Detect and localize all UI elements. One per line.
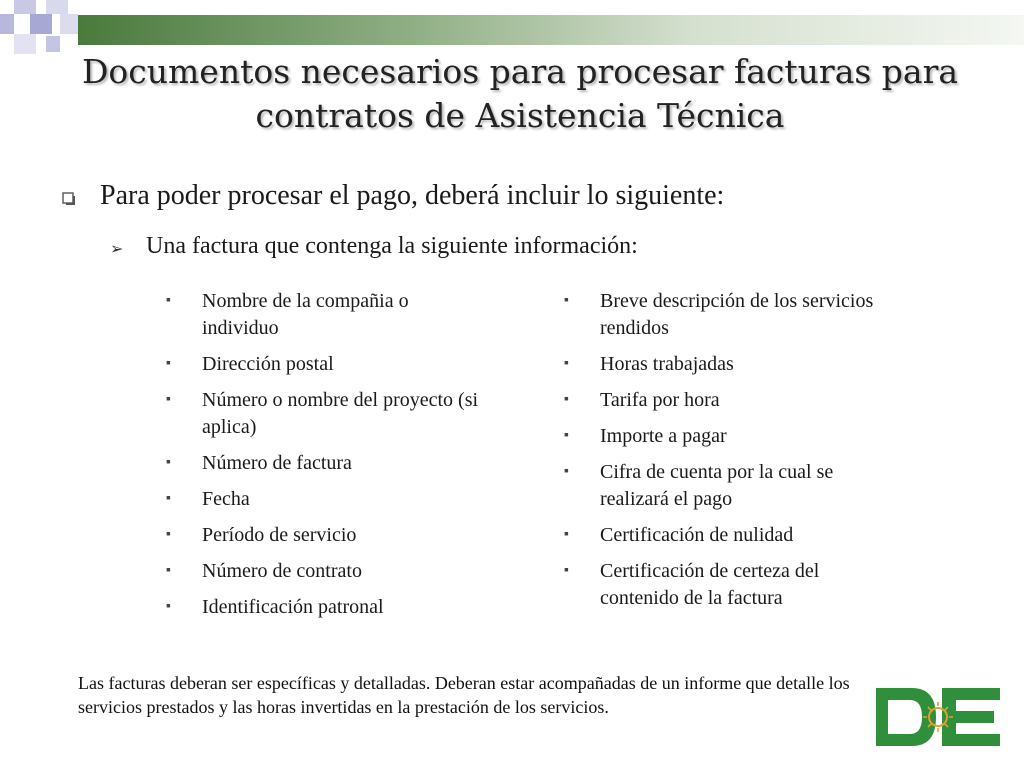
list-item: ▪ Tarifa por hora (562, 387, 902, 414)
list-item: ▪ Nombre de la compañia o individuo (164, 288, 484, 342)
list-item: ▪ Dirección postal (164, 351, 484, 378)
list-item: ▪ Cifra de cuenta por la cual se realizará el pago (562, 459, 902, 513)
deco-square (14, 34, 36, 54)
deco-square (0, 14, 14, 34)
list-item: ▪ Horas trabajadas (562, 351, 902, 378)
title-line-2: contratos de Asistencia Técnica (255, 96, 785, 135)
deco-square (46, 36, 60, 52)
arrow-bullet-icon: ➢ (110, 241, 124, 258)
main-bullet-text: Para poder procesar el pago, deberá incluir lo siguiente: (100, 180, 725, 211)
right-item-list (562, 288, 902, 621)
deco-square (46, 0, 68, 14)
header-gradient-bar (78, 15, 1024, 45)
footnote-text: Las facturas deberan ser específicas y detalladas. Deberan estar acompañadas de un informe que detalle los servicios prestados y las horas invertidas en la prestación de los servicios. (78, 673, 850, 717)
list-item: ▪ Número o nombre del proyecto (si aplica) (164, 387, 484, 441)
list-item: ▪ Certificación de nulidad (562, 522, 902, 549)
de-logo-icon (872, 682, 1004, 752)
list-item: ▪ Breve descripción de los servicios rendidos (562, 288, 902, 342)
list-item: ▪ Número de factura (164, 450, 484, 477)
list-item: ▪ Importe a pagar (562, 423, 902, 450)
hollow-square-icon (62, 192, 76, 206)
title-line-1: Documentos necesarios para procesar facturas para (81, 52, 959, 91)
list-item: ▪ Período de servicio (164, 522, 484, 549)
list-item: ▪ Certificación de certeza del contenido de la factura (562, 558, 902, 612)
deco-square (14, 0, 36, 14)
deco-square (60, 14, 78, 34)
left-item-list (164, 288, 484, 630)
list-item: ▪ Fecha (164, 486, 484, 513)
sub-bullet-text: Una factura que contenga la siguiente información: (146, 233, 638, 259)
list-item: ▪ Identificación patronal (164, 594, 484, 621)
deco-square (30, 14, 52, 34)
list-item: ▪ Número de contrato (164, 558, 484, 585)
slide-title (60, 50, 980, 138)
